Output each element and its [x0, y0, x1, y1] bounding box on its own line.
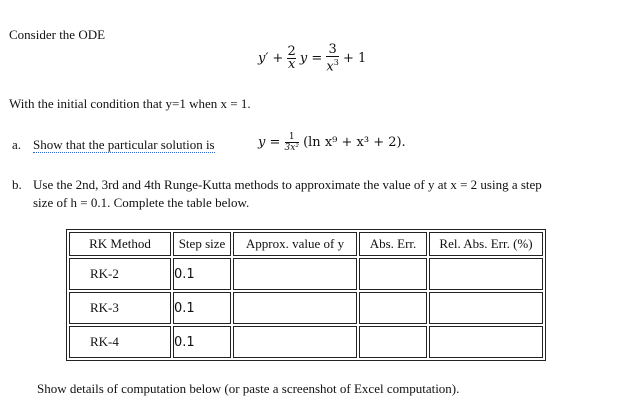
ode-lhs-prime: y′ +: [258, 51, 284, 67]
cell-rel-err[interactable]: [429, 326, 543, 358]
part-b-label: b.: [12, 177, 22, 192]
ode-lhs-fraction: [287, 46, 295, 71]
ode-rhs-frac-num: 3: [328, 42, 337, 57]
part-a-question: Show that the particular solution is: [33, 137, 215, 152]
cell-step: 0.1: [173, 326, 231, 358]
header-approx-value: Approx. value of y: [233, 232, 357, 256]
rk-results-table: [66, 229, 546, 361]
solution-rhs: (ln x⁹ + x³ + 2).: [303, 135, 406, 150]
ode-equation: [258, 44, 366, 73]
cell-abs-err[interactable]: [359, 326, 427, 358]
part-a-text: [33, 137, 215, 153]
table-row: [69, 258, 543, 290]
cell-step: 0.1: [173, 292, 231, 324]
ode-rhs-den-base: x: [326, 59, 334, 75]
ode-lhs-frac-den: x: [287, 57, 296, 73]
cell-abs-err[interactable]: [359, 292, 427, 324]
solution-fraction: [285, 132, 299, 153]
solution-frac-den: 3x²: [284, 143, 299, 153]
intro-text: Consider the ODE: [9, 27, 106, 42]
cell-approx[interactable]: [233, 292, 357, 324]
cell-method: RK-4: [69, 326, 171, 358]
cell-method: RK-3: [69, 292, 171, 324]
cell-approx[interactable]: [233, 258, 357, 290]
ode-lhs-y: y =: [299, 51, 323, 67]
cell-approx[interactable]: [233, 326, 357, 358]
table-row: [69, 326, 543, 358]
cell-method: RK-2: [69, 258, 171, 290]
solution-lhs: y =: [258, 135, 281, 150]
header-step-size: Step size: [173, 232, 231, 256]
header-rel-abs-err: Rel. Abs. Err. (%): [429, 232, 543, 256]
particular-solution: [258, 132, 406, 153]
footer-instruction: Show details of computation below (or paste a screenshot of Excel computation).: [37, 381, 460, 396]
header-abs-err: Abs. Err.: [359, 232, 427, 256]
cell-rel-err[interactable]: [429, 292, 543, 324]
table-header-row: [69, 232, 543, 256]
ode-rhs-frac-den: [326, 56, 338, 73]
cell-rel-err[interactable]: [429, 258, 543, 290]
solution-frac-num: 1: [288, 132, 295, 142]
ode-rhs-fraction: [326, 44, 338, 73]
initial-condition-text: With the initial condition that y=1 when x = 1.: [9, 96, 251, 111]
cell-step: 0.1: [173, 258, 231, 290]
header-rk-method: RK Method: [69, 232, 171, 256]
part-b-line2: size of h = 0.1. Complete the table below.: [33, 195, 250, 210]
table-row: [69, 292, 543, 324]
part-a-label: a.: [12, 137, 22, 152]
part-b-line1: Use the 2nd, 3rd and 4th Runge-Kutta methods to approximate the value of y at x = 2 using a step: [33, 177, 542, 192]
ode-rhs-tail: + 1: [342, 51, 367, 67]
cell-abs-err[interactable]: [359, 258, 427, 290]
ode-rhs-den-exp: 3: [333, 58, 339, 67]
ode-lhs-frac-num: 2: [287, 44, 296, 60]
